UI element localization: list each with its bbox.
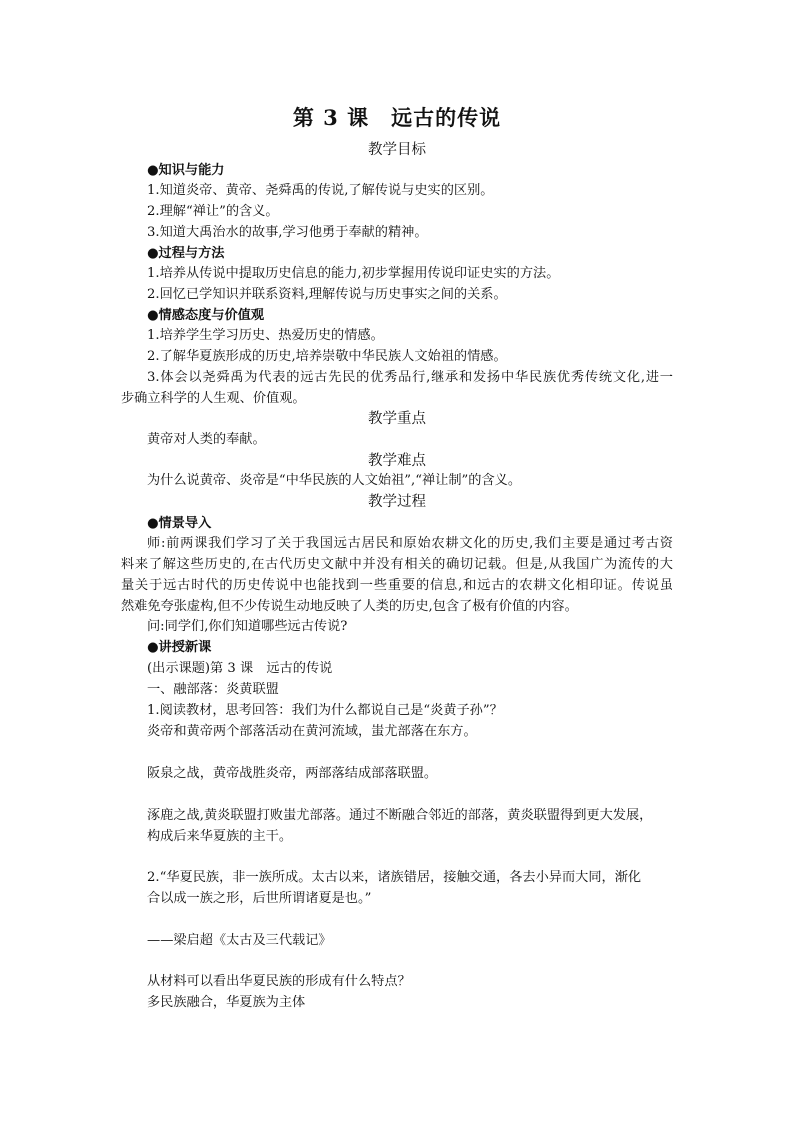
question-2: 从材料可以看出华夏民族的形成有什么特点？ [147,974,411,989]
goal-item: 3.体会以尧舜禹为代表的远古先民的优秀品行,继承和发扬中华民族优秀传统文化,进一 [147,370,673,385]
goal-item: 2.理解“禅让”的含义。 [147,204,279,219]
goal-item: 1.培养从传说中提取历史信息的能力,初步掌握用传说印证史实的方法。 [147,266,560,281]
section-heading-key-points: 教学重点 [368,411,426,427]
answer-1-line: 炎帝和黄帝两个部落活动在黄河流域，蚩尤部落在东方。 [147,724,477,739]
section-heading-difficulties: 教学难点 [368,453,426,469]
difficulty-text: 为什么说黄帝、炎帝是“中华民族的人文始祖”,“禅让制”的含义。 [147,473,522,488]
intro-paragraph-line: 师:前两课我们学习了关于我国远古居民和原始农耕文化的历史,我们主要是通过考古资 [147,536,673,551]
intro-paragraph-line: 量关于远古时代的历史传说中也能找到一些重要的信息,和远古的农耕文化相印证。传说虽 [121,578,673,593]
goal-item-continued: 步确立科学的人生观、价值观。 [121,391,306,406]
goal-heading-attitude: ●情感态度与价值观 [147,308,265,323]
quote-source: ——梁启超《太古及三代载记》 [147,933,332,948]
intro-question: 问:同学们,你们知道哪些远古传说? [147,619,348,634]
answer-1-line: 构成后来华夏族的主干。 [147,829,293,844]
section-heading-process: 教学过程 [368,494,426,510]
answer-2: 多民族融合，华夏族为主体 [147,995,306,1010]
key-point-text: 黄帝对人类的奉献。 [147,432,266,447]
quote-line: 合以成一族之形，后世所谓诸夏是也。” [147,891,372,906]
intro-paragraph-line: 料来了解这些历史的,在古代历史文献中并没有相关的确切记载。但是,从我国广为流传的大 [121,557,673,572]
goal-item: 3.知道大禹治水的故事,学习他勇于奉献的精神。 [147,225,428,240]
process-heading-intro: ●情景导入 [147,516,212,531]
goal-heading-process: ●过程与方法 [147,246,225,261]
goal-heading-knowledge: ●知识与能力 [147,163,225,178]
goal-item: 2.了解华夏族形成的历史,培养崇敬中华民族人文始祖的情感。 [147,349,507,364]
goal-item: 1.知道炎帝、黄帝、尧舜禹的传说,了解传说与史实的区别。 [147,183,494,198]
goal-item: 2.回忆已学知识并联系资料,理解传说与历史事实之间的关系。 [147,287,507,302]
process-heading-new-lesson: ●讲授新课 [147,640,212,655]
lesson-title-shown: (出示课题)第 3 课 远古的传说 [147,661,333,676]
answer-1-line: 涿鹿之战,黄炎联盟打败蚩尤部落。通过不断融合邻近的部落，黄炎联盟得到更大发展， [147,808,653,823]
page-title: 第 3 课 远古的传说 [292,105,502,130]
quote-line: 2.“华夏民族，非一族所成。太古以来，诸族错居，接触交通，各去小异而大同，渐化 [147,870,642,885]
question-1: 1.阅读教材，思考回答：我们为什么都说自己是“炎黄子孙”？ [147,703,503,718]
answer-1-line: 阪泉之战，黄帝战胜炎帝，两部落结成部落联盟。 [147,766,438,781]
section-heading-goals: 教学目标 [368,142,426,158]
goal-item: 1.培养学生学习历史、热爱历史的情感。 [147,328,384,343]
part-heading: 一、融部落：炎黄联盟 [147,682,279,697]
intro-paragraph-line: 然难免夸张虚构,但不少传说生动地反映了人类的历史,包含了极有价值的内容。 [121,599,578,614]
